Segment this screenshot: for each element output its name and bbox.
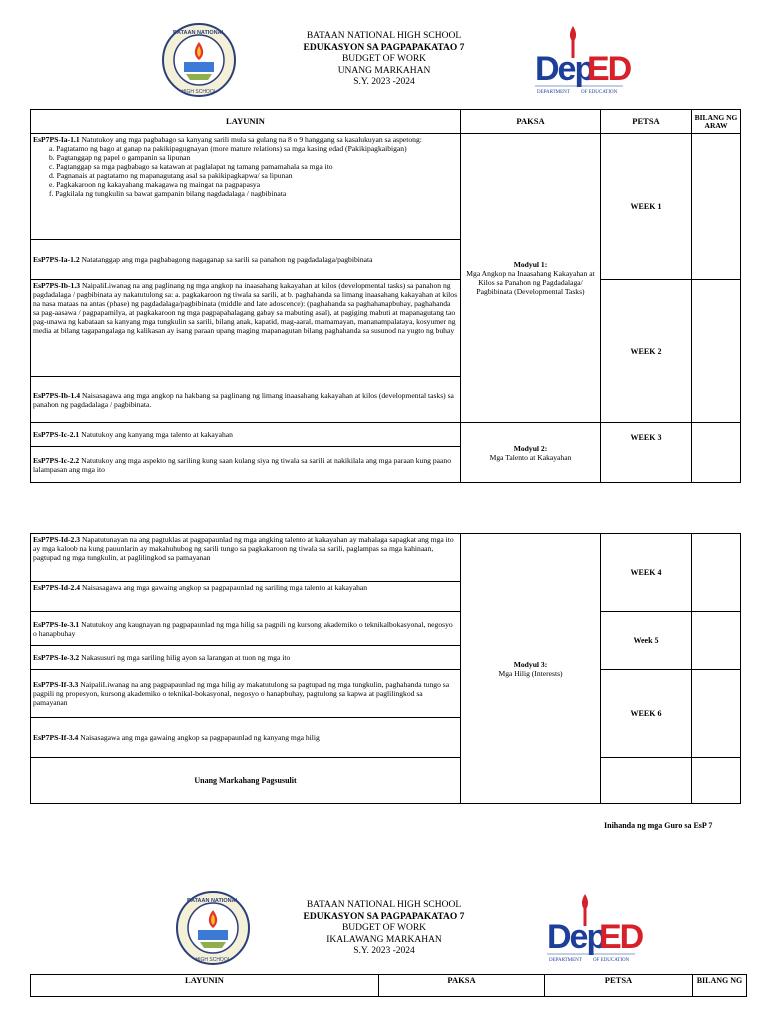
modyul-text: Mga Hilig (Interests)	[498, 668, 563, 678]
table-row	[31, 280, 461, 377]
competency-code: EsP7PS-Ic-2.1	[33, 430, 80, 439]
competency-text: Nakasusuri ng mga sariling hilig ayon sa larangan at tuon ng mga ito	[79, 653, 291, 662]
competency-code: EsP7PS-If-3.3	[33, 680, 79, 689]
competency-text: Natutukoy ang mga aspekto ng sariling kung saan kulang siya ng tiwala sa sarili at nakikilala ang mga paraan kung paano lalampasan ang mga ito	[33, 455, 451, 474]
petsa-week-1: WEEK 1	[601, 134, 692, 280]
subject-title: EDUKASYON SA PAGPAPAKATAO 7	[303, 911, 465, 922]
list-item: a. Pagtatamo ng bago at ganap na pakikipagugnayan (more mature relations) sa mga kasing edad (Pakikipagkaibigan)	[49, 144, 407, 153]
competency-text: Naisasagawa ang mga gawaing angkop sa pagpapaunlad ng kanyang mga hilig	[78, 733, 320, 742]
budget-table-q1-part1	[30, 109, 741, 483]
table-row	[31, 646, 461, 670]
competency-text: Natatanggap ang mga pagbabagong nagaganap sa sarili sa panahon ng pagdadalaga/pagbibinata	[79, 255, 373, 264]
table-row	[31, 534, 461, 582]
competency-code: EsP7PS-Ia-1.1	[33, 135, 80, 144]
competency-text: Natutukoy ang kanyang mga talento at kakayahan	[79, 430, 233, 439]
competency-code: EsP7PS-Ib-1.4	[33, 390, 81, 400]
competency-code: EsP7PS-Ie-3.1	[33, 619, 80, 629]
list-item: c. Pagtanggap sa mga pagbabago sa katawan at paglalapat ng tamang pamamahala sa mga ito	[49, 162, 333, 171]
school-year: S.Y. 2023 -2024	[353, 946, 415, 956]
paksa-modyul-3	[461, 534, 601, 804]
table-row	[31, 377, 461, 423]
deped-logo	[533, 24, 631, 96]
bilang-cell	[692, 758, 741, 804]
budget-table-q1-part2	[30, 533, 741, 804]
table-row	[31, 612, 461, 646]
table-row	[31, 134, 461, 240]
petsa-week-6: WEEK 6	[601, 670, 692, 758]
petsa-week-2: WEEK 2	[601, 280, 692, 423]
table-row	[31, 240, 461, 280]
competency-text: Naisasagawa ang mga angkop na hakbang sa paglinang ng limang inaasahang kakayahan at kilos (developmental tasks) sa panahon ng pagdadalaga / pagbibinata.	[33, 390, 454, 409]
table-row	[31, 718, 461, 758]
table-row	[31, 423, 461, 447]
subject-title: EDUKASYON SA PAGPAPAKATAO 7	[303, 42, 465, 53]
petsa-week-3: WEEK 3	[601, 423, 692, 483]
table-row	[31, 670, 461, 718]
competency-text: Natutukoy ang mga pagbabago sa kanyang sarili mula sa gulang na 8 o 9 hanggang sa kasalukuyan sa aspetong:	[79, 135, 422, 144]
competency-text: NaipaliLiwanag na ang pagpapaunlad ng mga hilig ay makatutulong sa pagtupad ng mga tungkulin, paghahanda tungo sa pagpili ng propesyon, kursong akademiko o teknikal-bokasyonal, negosyo o hanapbuhay, pagtulong sa kapwa at paglilingkod sa pamayanan	[33, 680, 450, 707]
col-layunin: LAYUNIN	[31, 975, 379, 997]
table-row	[31, 447, 461, 483]
list-item: b. Pagtanggap ng papel o gampanin sa lipunan	[49, 153, 191, 162]
competency-code: EsP7PS-If-3.4	[33, 733, 79, 742]
exam-row: Unang Markahang Pagsusulit	[31, 758, 461, 804]
svg-text:OF EDUCATION: OF EDUCATION	[593, 958, 630, 963]
document-type: BUDGET OF WORK	[341, 923, 427, 933]
document-type: BUDGET OF WORK	[341, 54, 427, 64]
petsa-cell	[601, 758, 692, 804]
col-bilang: BILANG NG ARAW	[692, 110, 741, 134]
prepared-by: Inihanda ng mga Guro sa EsP 7	[604, 821, 713, 830]
bilang-cell	[692, 670, 741, 758]
bilang-cell	[692, 280, 741, 423]
competency-code: EsP7PS-Ic-2.2	[33, 455, 80, 465]
competency-code: EsP7PS-Ib-1.3	[33, 281, 81, 290]
list-item: f. Pagkilala ng tungkulin sa bawat gampanin bilang nagdadalaga / nagbibinata	[49, 189, 287, 198]
col-paksa: PAKSA	[379, 975, 545, 997]
svg-text:DEPARTMENT: DEPARTMENT	[549, 958, 582, 963]
petsa-week-5: Week 5	[601, 612, 692, 670]
svg-text:BATAAN NATIONAL: BATAAN NATIONAL	[187, 898, 239, 904]
school-name: BATAAN NATIONAL HIGH SCHOOL	[306, 900, 462, 910]
bilang-cell	[692, 534, 741, 612]
header-block	[230, 31, 538, 89]
svg-text:BATAAN NATIONAL: BATAAN NATIONAL	[173, 30, 225, 36]
list-item: e. Pagkakaroon ng kakayahang makagawa ng maingat na pagpapasya	[49, 180, 261, 189]
competency-code: EsP7PS-Ie-3.2	[33, 653, 80, 662]
deped-logo	[545, 892, 643, 964]
bilang-cell	[692, 612, 741, 670]
table-row	[31, 582, 461, 612]
modyul-title: Modyul 3:	[513, 659, 548, 669]
list-item: d. Pagnanais at pagtatamo ng mapanagutang asal sa pakikipagkapwa/ sa lipunan	[49, 171, 293, 180]
col-petsa: PETSA	[545, 975, 693, 997]
competency-text: Napatutunayan na ang pagtuklas at pagpapaunlad ng mga angking talento at kakayahan ay mahalaga sapagkat ang mga ito ay mga kaloob na kung pauunlarin ay makahuhubog ng sarili tungo sa pagkakaroon ng tiwala sa sarili, paglampas sa mga kahinaan, pagtupad ng mga tungkulin, at paglilingkod sa pamayanan	[33, 535, 454, 562]
competency-code: EsP7PS-Ia-1.2	[33, 255, 80, 264]
competency-code: EsP7PS-Id-2.4	[33, 583, 81, 592]
bilang-cell	[692, 423, 741, 483]
svg-text:DEPARTMENT: DEPARTMENT	[537, 90, 570, 95]
modyul-text: Mga Angkop na Inaasahang Kakayahan at Kilos sa Panahon ng Pagdadalaga/ Pagbibinata (Developmental Tasks)	[466, 269, 595, 296]
petsa-week-4: WEEK 4	[601, 534, 692, 612]
header-block	[230, 900, 538, 958]
paksa-modyul-2	[461, 423, 601, 483]
svg-text:HIGH SCHOOL: HIGH SCHOOL	[181, 89, 217, 95]
svg-text:OF EDUCATION: OF EDUCATION	[581, 90, 618, 95]
col-bilang: BILANG NG	[693, 975, 747, 997]
quarter-label: UNANG MARKAHAN	[337, 65, 431, 76]
bilang-cell	[692, 134, 741, 280]
modyul-title: Modyul 1:	[513, 260, 548, 269]
svg-text:Dep: Dep	[535, 50, 594, 88]
school-year: S.Y. 2023 -2024	[353, 77, 415, 87]
paksa-modyul-1	[461, 134, 601, 423]
col-petsa: PETSA	[601, 110, 692, 134]
competency-code: EsP7PS-Id-2.3	[33, 535, 81, 544]
svg-text:HIGH SCHOOL: HIGH SCHOOL	[195, 957, 231, 963]
school-seal	[160, 22, 238, 98]
svg-text:Dep: Dep	[547, 918, 606, 956]
modyul-title: Modyul 2:	[513, 443, 548, 453]
budget-table-q2-header	[30, 974, 747, 997]
col-layunin: LAYUNIN	[31, 110, 461, 134]
modyul-text: Mga Talento at Kakayahan	[489, 452, 572, 462]
svg-text:ED: ED	[587, 50, 631, 88]
svg-text:ED: ED	[599, 918, 643, 956]
competency-text: NaipaliLiwanag na ang paglinang ng mga angkop na inaasahang kakayahan at kilos (developmental tasks) sa panahon ng pagdadalaga / pagbibinata ay nakatutulong sa: a. pagkakaroon ng tiwala sa sarili, at b. paghahanda sa limang inaasahang kakayahan at kilos na nasa mataas na antas (phase) ng pagdadalaga/pagbibinata (middle and late adoscence): (paghahanda sa paghahanapbuhay, paghahanda sa pag-aasawa / pagpapamilya, at pagkakaroon ng mga pagpapahalagang gabay sa mabuting asal), at pagiging mabuti at mapanagutang tao pag-unawa ng kabataan sa kanyang mga tungkulin sa sarili, bilang anak, kapatid, mag-aaral, mamamayan, mananampalataya, kosyumer ng media at bilang tagapangalaga ng kalikasan ay isang paraan upang maging mapanagutan bilang paghahanda sa susunod na yugto ng buhay	[33, 281, 458, 335]
quarter-label: IKALAWANG MARKAHAN	[326, 934, 442, 945]
competency-text: Naisasagawa ang mga gawaing angkop sa pagpapaunlad ng sariling mga talento at kakayahan	[80, 583, 368, 592]
col-paksa: PAKSA	[461, 110, 601, 134]
school-name: BATAAN NATIONAL HIGH SCHOOL	[306, 31, 462, 41]
competency-text: Natutukoy ang kaugnayan ng pagpapaunlad ng mga hilig sa pagpili ng kursong akademiko o teknikalbokasyonal, negosyo o hanapbuhay	[33, 619, 453, 638]
